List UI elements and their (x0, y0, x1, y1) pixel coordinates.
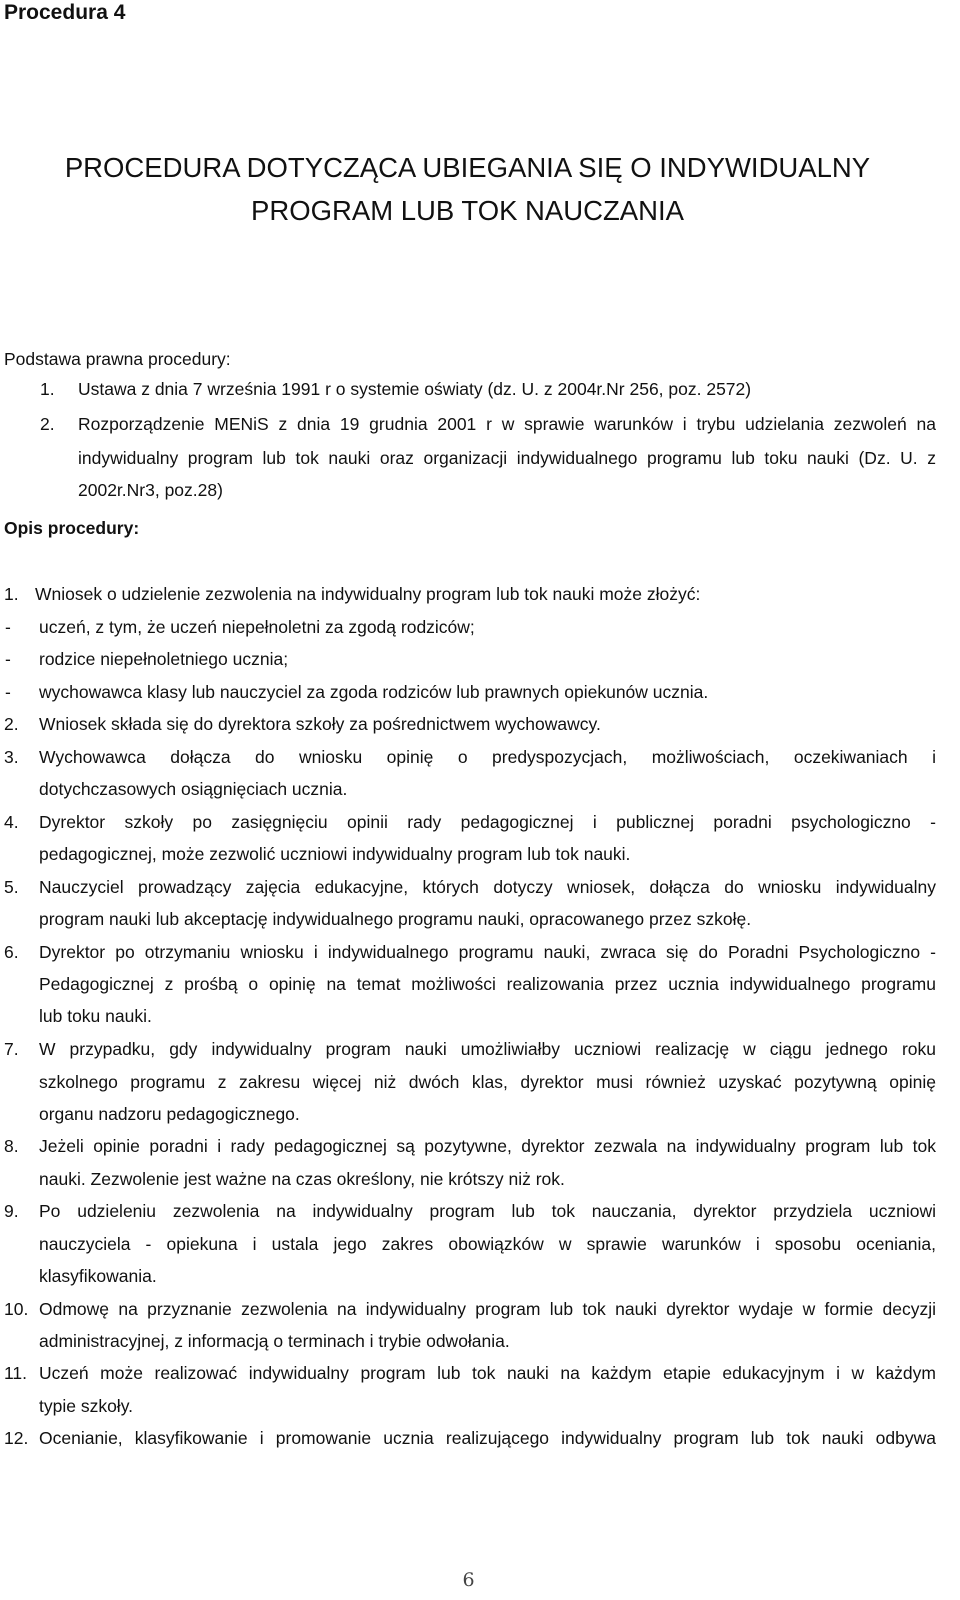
list-number: 2. (4, 714, 19, 734)
bullet-dash: - (5, 617, 11, 637)
list-number: 4. (4, 812, 19, 832)
step-text: Nauczyciel prowadzący zajęcia edukacyjne, których dotyczy wniosek, dołącza do wniosku indywidualny (39, 877, 936, 897)
list-number: 2. (40, 414, 55, 434)
step-text: Wniosek o udzielenie zezwolenia na indywidualny program lub tok nauki może złożyć: (35, 584, 701, 604)
list-number: 10. (4, 1299, 29, 1319)
legal-basis-text: 2002r.Nr3, poz.28) (78, 480, 223, 500)
list-number: 12. (4, 1428, 29, 1448)
step-text: Uczeń może realizować indywidualny program lub tok nauki na każdym etapie edukacyjnym i w każdym (39, 1363, 936, 1383)
procedure-number-label: Procedura 4 (4, 1, 126, 24)
bullet-text: rodzice niepełnoletniego ucznia; (39, 649, 289, 669)
list-number: 6. (4, 942, 19, 962)
list-number: 7. (4, 1039, 19, 1059)
page-number: 6 (462, 1569, 475, 1591)
step-text: Pedagogicznej z prośbą o opinię na temat możliwości realizowania przez ucznia indywidualnego programu (39, 974, 936, 994)
bullet-text: wychowawca klasy lub nauczyciel za zgoda rodziców lub prawnych opiekunów ucznia. (39, 682, 709, 702)
bullet-dash: - (5, 649, 11, 669)
step-text: Po udzieleniu zezwolenia na indywidualny program lub tok nauczania, dyrektor przydziela uczniowi (39, 1201, 936, 1221)
step-text: typie szkoły. (39, 1396, 134, 1416)
step-text: Dyrektor po otrzymaniu wniosku i indywidualnego programu nauki, zwraca się do Poradni Psychologiczno - (39, 942, 936, 962)
list-number: 8. (4, 1136, 19, 1156)
step-text: W przypadku, gdy indywidualny program nauki umożliwiałby uczniowi realizację w ciągu jednego roku (39, 1039, 936, 1059)
step-text: Wniosek składa się do dyrektora szkoły za pośrednictwem wychowawcy. (39, 714, 601, 734)
list-number: 1. (4, 584, 19, 604)
step-text: Ocenianie, klasyfikowanie i promowanie ucznia realizującego indywidualny program lub tok nauki odbywa (39, 1428, 936, 1448)
legal-basis-text: Ustawa z dnia 7 września 1991 r o systemie oświaty (dz. U. z 2004r.Nr 256, poz. 2572) (78, 379, 752, 399)
step-text: pedagogicznej, może zezwolić uczniowi indywidualny program lub tok nauki. (39, 844, 631, 864)
list-number: 5. (4, 877, 19, 897)
list-number: 11. (4, 1363, 28, 1383)
list-number: 1. (40, 379, 55, 399)
bullet-text: uczeń, z tym, że uczeń niepełnoletni za zgodą rodziców; (39, 617, 475, 637)
legal-basis-text: Rozporządzenie MENiS z dnia 19 grudnia 2001 r w sprawie warunków i trybu udzielania zezwoleń na (78, 414, 936, 434)
step-text: Wychowawca dołącza do wniosku opinię o predyspozycjach, możliwościach, oczekiwaniach i (39, 747, 936, 767)
step-text: lub toku nauki. (39, 1006, 152, 1026)
step-text: program nauki lub akceptację indywidualnego programu nauki, opracowanego przez szkołę. (39, 909, 752, 929)
legal-basis-label: Podstawa prawna procedury: (4, 349, 231, 369)
step-text: nauki. Zezwolenie jest ważne na czas określony, nie krótszy niż rok. (39, 1169, 565, 1189)
step-text: Jeżeli opinie poradni i rady pedagogicznej są pozytywne, dyrektor zezwala na indywidualny program lub tok (39, 1136, 936, 1156)
document-title-line-1: PROCEDURA DOTYCZĄCA UBIEGANIA SIĘ O INDYWIDUALNY (64, 152, 871, 183)
step-text: nauczyciela - opiekuna i ustala jego zakres obowiązków w sprawie warunków i sposobu oceniania, (39, 1234, 936, 1254)
step-text: Dyrektor szkoły po zasięgnięciu opinii rady pedagogicznej i publicznej poradni psychologiczno - (39, 812, 936, 832)
step-text: administracyjnej, z informacją o terminach i trybie odwołania. (39, 1331, 510, 1351)
bullet-dash: - (5, 682, 11, 702)
step-text: szkolnego programu z zakresu więcej niż dwóch klas, dyrektor musi również uzyskać pozytywną opinię (39, 1072, 936, 1092)
document-title-line-2: PROGRAM LUB TOK NAUCZANIA (251, 195, 684, 226)
step-text: Odmowę na przyznanie zezwolenia na indywidualny program lub tok nauki dyrektor wydaje w formie decyzji (39, 1299, 936, 1319)
step-text: dotychczasowych osiągnięciach ucznia. (39, 779, 348, 799)
procedure-heading: Opis procedury: (4, 518, 140, 538)
step-text: organu nadzoru pedagogicznego. (39, 1104, 300, 1124)
list-number: 9. (4, 1201, 19, 1221)
step-text: klasyfikowania. (39, 1266, 157, 1286)
list-number: 3. (4, 747, 19, 767)
legal-basis-text: indywidualny program lub tok nauki oraz organizacji indywidualnego programu lub toku nauki (Dz. U. z (78, 448, 936, 468)
